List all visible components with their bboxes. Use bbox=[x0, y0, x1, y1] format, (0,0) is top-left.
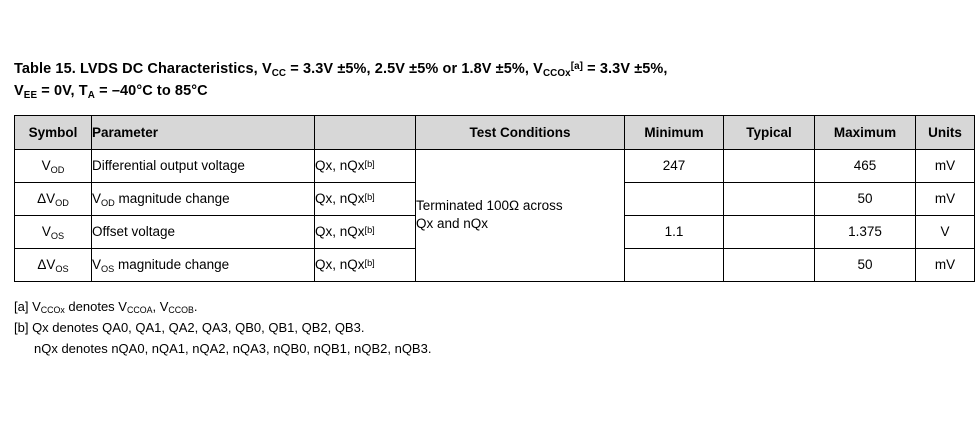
table-row bbox=[15, 149, 975, 182]
parameter-text: Offset voltage bbox=[92, 224, 176, 240]
parameter-text: V bbox=[92, 191, 102, 207]
symbol-subscript: OS bbox=[55, 264, 69, 274]
parameter-tail: magnitude change bbox=[114, 191, 230, 207]
column-header-minimum: Minimum bbox=[625, 115, 724, 149]
cell-minimum bbox=[625, 248, 724, 281]
footnote-b-ref: [b] bbox=[364, 257, 375, 268]
cell-symbol bbox=[15, 149, 92, 182]
footnote-a-sub-1: CCOx bbox=[40, 305, 65, 316]
caption-text-2: = 3.3V ±5%, 2.5V ±5% or 1.8V ±5%, V bbox=[286, 61, 543, 77]
caption-sub-a: A bbox=[87, 90, 95, 102]
cell-test-conditions bbox=[416, 149, 625, 281]
test-condition-line-2: Qx and nQx bbox=[416, 216, 489, 232]
footnote-a bbox=[14, 296, 966, 317]
table-footnotes bbox=[14, 296, 966, 359]
table-body bbox=[15, 149, 975, 281]
cell-minimum: 247 bbox=[625, 149, 724, 182]
parameter-subscript: OD bbox=[101, 198, 115, 208]
cell-symbol bbox=[15, 182, 92, 215]
cell-units: mV bbox=[916, 149, 975, 182]
footnote-b-ref: [b] bbox=[364, 224, 375, 235]
caption-text-3: = 3.3V ±5%, bbox=[583, 61, 668, 77]
cell-typical bbox=[724, 215, 815, 248]
footnote-a-text-3: , V bbox=[152, 298, 169, 314]
caption-line-1 bbox=[14, 58, 966, 80]
cell-units: V bbox=[916, 215, 975, 248]
cell-qx bbox=[315, 215, 416, 248]
parameter-tail: magnitude change bbox=[114, 257, 230, 273]
table-header-row bbox=[15, 115, 975, 149]
caption-sub-cc: CC bbox=[271, 67, 287, 79]
footnote-a-sub-3: CCOB bbox=[168, 305, 194, 316]
symbol-subscript: OS bbox=[50, 231, 65, 241]
symbol-subscript: OD bbox=[55, 198, 69, 208]
cell-typical bbox=[724, 248, 815, 281]
column-header-symbol: Symbol bbox=[15, 115, 92, 149]
footnote-a-sub-2: CCOA bbox=[126, 305, 153, 316]
caption-line-2 bbox=[14, 80, 966, 102]
qx-text: Qx, nQx bbox=[315, 158, 365, 174]
cell-maximum: 50 bbox=[815, 248, 916, 281]
footnote-b-ref: [b] bbox=[364, 191, 375, 202]
footnote-b-line-1: [b] Qx denotes QA0, QA1, QA2, QA3, QB0, QB1, QB2, QB3. bbox=[14, 319, 365, 335]
footnote-a-text-4: . bbox=[193, 298, 198, 314]
lvds-dc-characteristics-table bbox=[14, 115, 975, 282]
cell-units: mV bbox=[916, 182, 975, 215]
column-header-units: Units bbox=[916, 115, 975, 149]
symbol-subscript: OD bbox=[50, 165, 65, 175]
cell-symbol bbox=[15, 248, 92, 281]
column-header-typical: Typical bbox=[724, 115, 815, 149]
cell-minimum bbox=[625, 182, 724, 215]
caption-sub-ee: EE bbox=[23, 90, 38, 102]
table-header bbox=[15, 115, 975, 149]
symbol-base: ΔV bbox=[37, 191, 56, 207]
column-header-test-conditions: Test Conditions bbox=[416, 115, 625, 149]
cell-units: mV bbox=[916, 248, 975, 281]
cell-parameter bbox=[92, 182, 315, 215]
footnote-a-text-1: [a] V bbox=[14, 298, 41, 314]
caption-text-1: Table 15. LVDS DC Characteristics, V bbox=[14, 61, 272, 77]
symbol-base: ΔV bbox=[37, 257, 56, 273]
parameter-text: V bbox=[92, 257, 102, 273]
column-header-qx bbox=[315, 115, 416, 149]
cell-minimum: 1.1 bbox=[625, 215, 724, 248]
cell-parameter bbox=[92, 248, 315, 281]
footnote-b-line-2: nQx denotes nQA0, nQA1, nQA2, nQA3, nQB0, nQB1, nQB2, nQB3. bbox=[34, 341, 432, 357]
caption-sub-ccox: CCOx bbox=[542, 67, 571, 79]
parameter-subscript: OS bbox=[101, 264, 115, 274]
column-header-parameter: Parameter bbox=[92, 115, 315, 149]
symbol-base: V bbox=[41, 158, 51, 174]
footnote-a-text-2: denotes V bbox=[64, 298, 127, 314]
cell-qx bbox=[315, 248, 416, 281]
qx-text: Qx, nQx bbox=[315, 191, 365, 207]
symbol-base: V bbox=[41, 224, 51, 240]
test-condition-line-1: Terminated 100Ω across bbox=[416, 198, 563, 214]
caption-footnote-a-ref: [a] bbox=[570, 60, 584, 72]
caption-text-4: V bbox=[14, 83, 24, 100]
cell-symbol bbox=[15, 215, 92, 248]
cell-typical bbox=[724, 149, 815, 182]
qx-text: Qx, nQx bbox=[315, 257, 365, 273]
cell-maximum: 50 bbox=[815, 182, 916, 215]
caption-text-6: = –40°C to 85°C bbox=[95, 83, 208, 100]
footnote-b-ref: [b] bbox=[364, 158, 375, 169]
cell-maximum: 465 bbox=[815, 149, 916, 182]
qx-text: Qx, nQx bbox=[315, 224, 365, 240]
cell-qx bbox=[315, 149, 416, 182]
parameter-text: Differential output voltage bbox=[92, 158, 245, 174]
cell-parameter bbox=[92, 149, 315, 182]
column-header-maximum: Maximum bbox=[815, 115, 916, 149]
cell-parameter bbox=[92, 215, 315, 248]
cell-qx bbox=[315, 182, 416, 215]
cell-typical bbox=[724, 182, 815, 215]
cell-maximum: 1.375 bbox=[815, 215, 916, 248]
caption-text-5: = 0V, T bbox=[37, 83, 88, 100]
table-caption bbox=[14, 58, 966, 103]
